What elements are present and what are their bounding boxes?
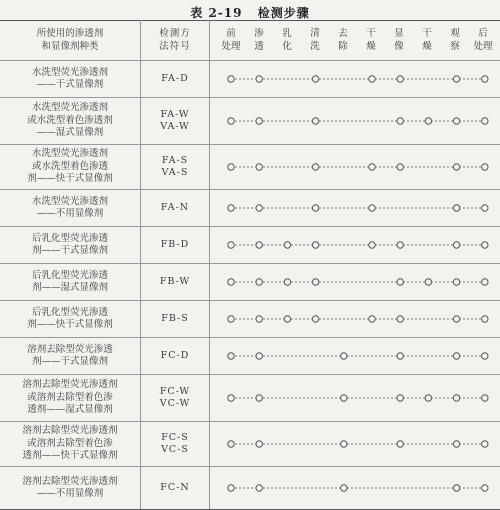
agent-type-line: 后乳化型荧光渗透	[0, 307, 140, 320]
step-marker	[256, 395, 262, 401]
step-marker	[228, 353, 234, 359]
step-marker	[228, 164, 234, 170]
step-marker	[425, 279, 431, 285]
agent-type-line: 剂——快干式显像剂	[0, 173, 140, 186]
steps-cell	[210, 61, 500, 98]
step-header	[414, 28, 440, 53]
step-flow	[210, 264, 500, 300]
step-marker	[228, 279, 234, 285]
step-flow	[210, 61, 500, 97]
step-marker	[312, 164, 318, 170]
step-marker	[312, 316, 318, 322]
step-marker	[284, 279, 290, 285]
step-marker	[256, 164, 262, 170]
table-row	[0, 264, 500, 301]
step-marker	[228, 118, 234, 124]
step-marker	[453, 279, 459, 285]
step-marker	[228, 242, 234, 248]
agent-type-line: 后乳化型荧光渗透	[0, 270, 140, 283]
table-row	[0, 145, 500, 190]
table-caption	[0, 4, 500, 21]
step-header-char: 燥	[414, 41, 440, 54]
table-row	[0, 467, 500, 510]
step-header-char: 处理	[470, 41, 496, 54]
step-header-char: 处理	[218, 41, 244, 54]
step-header	[330, 28, 356, 53]
header-type-line: 所使用的渗透剂	[0, 28, 140, 41]
step-marker	[453, 441, 459, 447]
agent-type-cell	[0, 338, 141, 375]
table-row	[0, 190, 500, 227]
step-header-char: 像	[386, 41, 412, 54]
method-code-cell	[141, 375, 210, 422]
steps-cell	[210, 264, 500, 301]
agent-type-cell	[0, 375, 141, 422]
step-marker	[397, 316, 403, 322]
step-marker	[369, 242, 375, 248]
step-marker	[397, 279, 403, 285]
method-code-cell	[141, 190, 210, 227]
agent-type-line: 剂——干式显像剂	[0, 245, 140, 258]
agent-type-line: 或水洗型着色渗透	[0, 161, 140, 174]
agent-type-line: 透剂——湿式显像剂	[0, 404, 140, 417]
step-flow	[210, 145, 500, 189]
method-code: FC-W	[141, 386, 209, 399]
steps-cell	[210, 422, 500, 467]
agent-type-cell	[0, 227, 141, 264]
step-header-char: 清	[302, 28, 328, 41]
agent-type-line: 透剂——快干式显像剂	[0, 450, 140, 463]
step-header	[470, 28, 496, 53]
method-code: VA-W	[141, 121, 209, 134]
step-flow	[210, 98, 500, 144]
method-code: FA-D	[141, 73, 209, 86]
step-header	[358, 28, 384, 53]
agent-type-line: 溶剂去除型荧光渗透剂	[0, 425, 140, 438]
step-flow	[210, 467, 500, 509]
step-header-char: 化	[274, 41, 300, 54]
method-code: VC-S	[141, 444, 209, 457]
step-marker	[256, 353, 262, 359]
method-code: FA-W	[141, 109, 209, 122]
agent-type-line: 溶剂去除型荧光渗透剂	[0, 379, 140, 392]
step-header	[274, 28, 300, 53]
step-marker	[397, 441, 403, 447]
steps-cell	[210, 301, 500, 338]
table-row	[0, 375, 500, 422]
method-code: FA-S	[141, 155, 209, 168]
agent-type-line: 溶剂去除型荧光渗透	[0, 344, 140, 357]
step-marker	[256, 242, 262, 248]
step-marker	[256, 279, 262, 285]
step-marker	[397, 118, 403, 124]
step-marker	[228, 76, 234, 82]
step-marker	[482, 76, 488, 82]
agent-type-line: 或水洗型着色渗透剂	[0, 115, 140, 128]
step-marker	[256, 118, 262, 124]
step-header	[218, 28, 244, 53]
step-marker	[228, 441, 234, 447]
step-marker	[228, 485, 234, 491]
step-marker	[482, 279, 488, 285]
step-marker	[453, 395, 459, 401]
step-flow	[210, 338, 500, 374]
step-header-char: 察	[442, 41, 468, 54]
agent-type-line: 水洗型荧光渗透剂	[0, 196, 140, 209]
step-marker	[341, 441, 347, 447]
step-marker	[482, 441, 488, 447]
agent-type-cell	[0, 301, 141, 338]
table-number: 表 2-19	[190, 6, 242, 20]
step-marker	[453, 242, 459, 248]
step-marker	[482, 164, 488, 170]
step-marker	[256, 76, 262, 82]
method-code-cell	[141, 264, 210, 301]
step-header-char: 燥	[358, 41, 384, 54]
agent-type-cell	[0, 98, 141, 145]
step-marker	[453, 164, 459, 170]
step-marker	[228, 395, 234, 401]
step-header-char: 渗	[246, 28, 272, 41]
step-header-char: 干	[414, 28, 440, 41]
step-marker	[397, 353, 403, 359]
procedure-table	[0, 20, 500, 510]
table-row	[0, 61, 500, 98]
method-code: FC-D	[141, 350, 209, 363]
method-code: FC-N	[141, 482, 209, 495]
step-marker	[482, 205, 488, 211]
agent-type-line: 剂——干式显像剂	[0, 356, 140, 369]
step-header	[246, 28, 272, 53]
agent-type-cell	[0, 61, 141, 98]
agent-type-cell	[0, 264, 141, 301]
agent-type-line: 水洗型荧光渗透剂	[0, 67, 140, 80]
step-marker	[312, 118, 318, 124]
step-header-char: 前	[218, 28, 244, 41]
step-marker	[482, 242, 488, 248]
step-marker	[453, 76, 459, 82]
agent-type-cell	[0, 422, 141, 467]
step-marker	[228, 316, 234, 322]
method-code: FB-W	[141, 276, 209, 289]
step-flow	[210, 301, 500, 337]
agent-type-line: 后乳化型荧光渗透	[0, 233, 140, 246]
agent-type-line: 剂——快干式显像剂	[0, 319, 140, 332]
step-header-char: 透	[246, 41, 272, 54]
method-code-cell	[141, 467, 210, 510]
step-marker	[341, 353, 347, 359]
step-header-char: 洗	[302, 41, 328, 54]
header-row	[0, 21, 500, 61]
table-row	[0, 301, 500, 338]
step-header-char: 显	[386, 28, 412, 41]
step-marker	[397, 395, 403, 401]
step-header-char: 去	[330, 28, 356, 41]
step-marker	[256, 485, 262, 491]
step-marker	[341, 395, 347, 401]
method-code: FA-N	[141, 202, 209, 215]
method-code: VA-S	[141, 167, 209, 180]
table-row	[0, 422, 500, 467]
step-header-char: 乳	[274, 28, 300, 41]
method-code-cell	[141, 98, 210, 145]
method-code-cell	[141, 227, 210, 264]
agent-type-line: 水洗型荧光渗透剂	[0, 102, 140, 115]
step-marker	[397, 242, 403, 248]
steps-cell	[210, 338, 500, 375]
step-marker	[482, 316, 488, 322]
step-flow	[210, 190, 500, 226]
step-marker	[284, 242, 290, 248]
method-code: FC-S	[141, 432, 209, 445]
step-marker	[397, 164, 403, 170]
method-code-cell	[141, 145, 210, 190]
step-marker	[425, 395, 431, 401]
step-header	[442, 28, 468, 53]
step-flow	[210, 227, 500, 263]
method-code-cell	[141, 422, 210, 467]
step-header-char: 后	[470, 28, 496, 41]
steps-cell	[210, 98, 500, 145]
steps-cell	[210, 375, 500, 422]
header-type-line: 和显像剂种类	[0, 41, 140, 54]
step-marker	[284, 316, 290, 322]
step-marker	[312, 205, 318, 211]
step-header-char: 干	[358, 28, 384, 41]
agent-type-line: ——不用显像剂	[0, 488, 140, 501]
step-marker	[228, 205, 234, 211]
steps-cell	[210, 467, 500, 510]
agent-type-line: ——湿式显像剂	[0, 127, 140, 140]
step-marker	[369, 205, 375, 211]
method-code-cell	[141, 61, 210, 98]
step-marker	[312, 242, 318, 248]
step-marker	[256, 205, 262, 211]
agent-type-line: 或溶剂去除型着色渗	[0, 438, 140, 451]
table-title: 检测步骤	[258, 6, 310, 20]
method-code-cell	[141, 338, 210, 375]
step-header	[302, 28, 328, 53]
table-row	[0, 338, 500, 375]
method-code: FB-S	[141, 313, 209, 326]
agent-type-cell	[0, 145, 141, 190]
steps-cell	[210, 190, 500, 227]
step-marker	[312, 76, 318, 82]
steps-cell	[210, 145, 500, 190]
method-code: FB-D	[141, 239, 209, 252]
agent-type-cell	[0, 467, 141, 510]
header-code-line: 检测方	[141, 28, 209, 41]
agent-type-line: 溶剂去除型荧光渗透剂	[0, 476, 140, 489]
step-marker	[369, 316, 375, 322]
step-marker	[453, 118, 459, 124]
agent-type-line: 水洗型荧光渗透剂	[0, 148, 140, 161]
agent-type-line: ——不用显像剂	[0, 208, 140, 221]
step-marker	[397, 76, 403, 82]
step-marker	[482, 118, 488, 124]
step-marker	[453, 316, 459, 322]
agent-type-line: 剂——湿式显像剂	[0, 282, 140, 295]
agent-type-line: 或溶剂去除型着色渗	[0, 392, 140, 405]
agent-type-cell	[0, 190, 141, 227]
step-marker	[482, 395, 488, 401]
step-flow	[210, 375, 500, 421]
step-marker	[312, 279, 318, 285]
step-header-char: 观	[442, 28, 468, 41]
method-code-cell	[141, 301, 210, 338]
step-marker	[369, 164, 375, 170]
step-marker	[256, 316, 262, 322]
header-code-line: 法符号	[141, 41, 209, 54]
step-marker	[482, 353, 488, 359]
header-steps	[210, 21, 500, 61]
agent-type-line: ——干式显像剂	[0, 79, 140, 92]
step-marker	[425, 118, 431, 124]
step-marker	[256, 441, 262, 447]
header-code	[141, 21, 210, 61]
step-marker	[369, 76, 375, 82]
step-marker	[453, 353, 459, 359]
step-marker	[482, 485, 488, 491]
step-flow	[210, 422, 500, 466]
header-type	[0, 21, 141, 61]
steps-cell	[210, 227, 500, 264]
step-marker	[341, 485, 347, 491]
step-header	[386, 28, 412, 53]
step-marker	[453, 205, 459, 211]
method-code: VC-W	[141, 398, 209, 411]
step-header-char: 除	[330, 41, 356, 54]
table-row	[0, 227, 500, 264]
table-row	[0, 98, 500, 145]
step-marker	[453, 485, 459, 491]
